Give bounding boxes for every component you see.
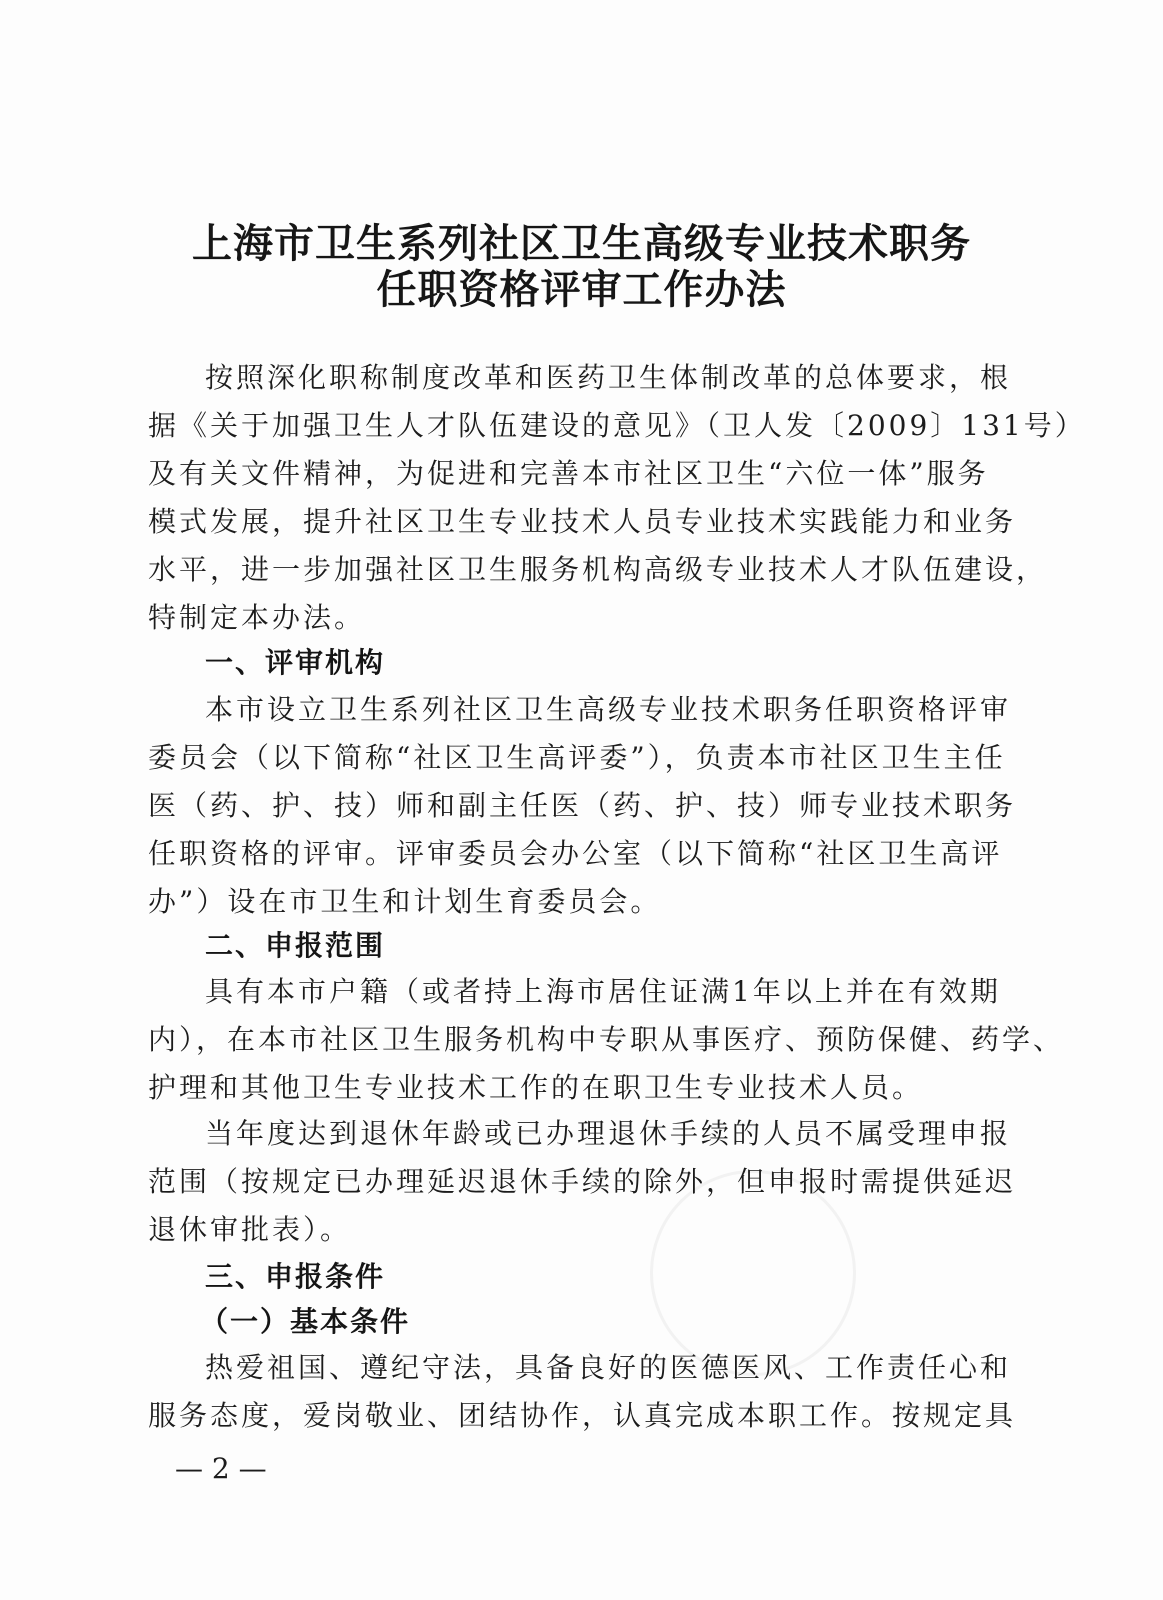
section3-line: 热爱祖国、遵纪守法，具备良好的医德医风、工作责任心和 — [205, 1351, 1012, 1384]
section1-line: 委员会（以下简称“社区卫生高评委”），负责本市社区卫生主任 — [148, 741, 1006, 774]
intro-line: 特制定本办法。 — [148, 601, 366, 634]
section1-line: 本市设立卫生系列社区卫生高级专业技术职务任职资格评审 — [205, 693, 1012, 726]
page-number: — 2 — — [175, 1452, 267, 1485]
section2-line: 护理和其他卫生专业技术工作的在职卫生专业技术人员。 — [148, 1071, 924, 1104]
section2-line: 具有本市户籍（或者持上海市居住证满1年以上并在有效期 — [205, 975, 1001, 1008]
intro-line: 据《关于加强卫生人才队伍建设的意见》（卫人发〔2009〕131号） — [148, 409, 1086, 442]
intro-line: 按照深化职称制度改革和医药卫生体制改革的总体要求，根 — [205, 361, 1012, 394]
section1-line: 医（药、护、技）师和副主任医（药、护、技）师专业技术职务 — [148, 789, 1017, 822]
section3-line: 服务态度，爱岗敬业、团结协作，认真完成本职工作。按规定具 — [148, 1399, 1017, 1432]
document-title-line2: 任职资格评审工作办法 — [376, 266, 787, 313]
section1-line: 任职资格的评审。评审委员会办公室（以下简称“社区卫生高评 — [148, 837, 1003, 870]
section2-line: 内），在本市社区卫生服务机构中专职从事医疗、预防保健、药学、 — [148, 1023, 1065, 1056]
intro-line: 及有关文件精神，为促进和完善本市社区卫生“六位一体”服务 — [148, 457, 989, 490]
intro-line: 模式发展，提升社区卫生专业技术人员专业技术实践能力和业务 — [148, 505, 1017, 538]
section2-line: 当年度达到退休年龄或已办理退休手续的人员不属受理申报 — [205, 1117, 1012, 1150]
section3-heading: 三、申报条件 — [205, 1260, 386, 1293]
section2-heading: 二、申报范围 — [205, 929, 386, 962]
section2-line: 范围（按规定已办理延迟退休手续的除外，但申报时需提供延迟 — [148, 1165, 1017, 1198]
section2-line: 退休审批表）。 — [148, 1213, 352, 1246]
intro-line: 水平，进一步加强社区卫生服务机构高级专业技术人才队伍建设， — [148, 553, 1048, 586]
section1-heading: 一、评审机构 — [205, 646, 386, 679]
document-title-line1: 上海市卫生系列社区卫生高级专业技术职务 — [192, 220, 971, 267]
section1-line: 办”）设在市卫生和计划生育委员会。 — [148, 885, 662, 918]
section3-subheading: （一）基本条件 — [200, 1305, 411, 1338]
